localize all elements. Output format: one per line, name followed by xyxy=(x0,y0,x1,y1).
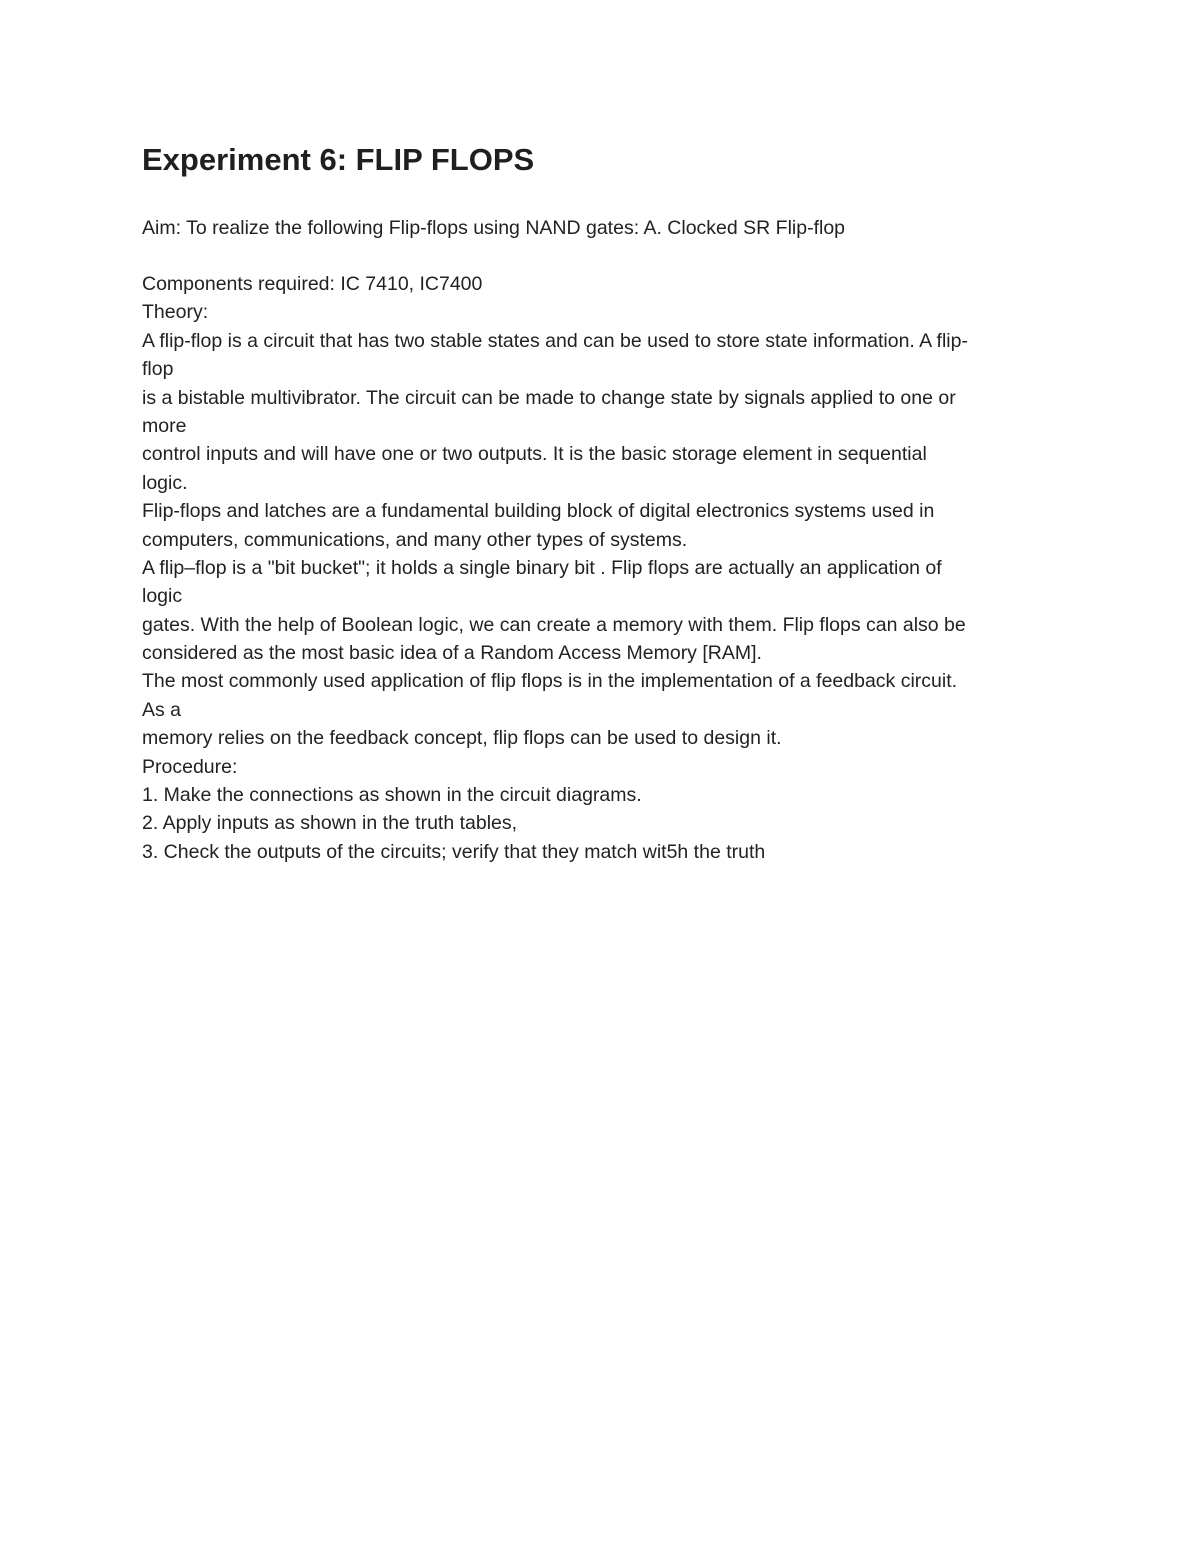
text-line: Flip-flops and latches are a fundamental building block of digital electronics systems used in xyxy=(142,500,935,523)
text-line: computers, communications, and many other types of systems. xyxy=(142,528,688,551)
page-title: Experiment 6: FLIP FLOPS xyxy=(142,142,535,177)
components-line: Components required: IC 7410, IC7400 xyxy=(142,273,483,295)
text-line: logic. xyxy=(142,471,188,494)
procedure-step: 3. Check the outputs of the circuits; verify that they match wit5h the truth xyxy=(142,840,766,863)
theory-heading: Theory: xyxy=(142,301,209,324)
text-line: The most commonly used application of flip flops is in the implementation of a feedback circuit. xyxy=(142,670,958,693)
text-line: logic xyxy=(142,585,183,608)
text-line: considered as the most basic idea of a Random Access Memory [RAM]. xyxy=(142,642,762,665)
text-line: A flip-flop is a circuit that has two stable states and can be used to store state information. A flip- xyxy=(142,329,968,352)
procedure-step: 1. Make the connections as shown in the circuit diagrams. xyxy=(142,784,642,807)
text-line: is a bistable multivibrator. The circuit can be made to change state by signals applied to one or xyxy=(142,386,956,409)
procedure-step: 2. Apply inputs as shown in the truth tables, xyxy=(142,812,518,835)
text-line: A flip–flop is a "bit bucket"; it holds a single binary bit . Flip flops are actually an application of xyxy=(142,556,942,579)
text-line: more xyxy=(142,414,187,437)
text-line: gates. With the help of Boolean logic, we can create a memory with them. Flip flops can also be xyxy=(142,613,966,636)
document-body xyxy=(142,270,1082,866)
text-line: control inputs and will have one or two outputs. It is the basic storage element in sequential xyxy=(142,443,927,466)
procedure-heading: Procedure: xyxy=(142,755,238,778)
text-line: flop xyxy=(142,358,174,381)
aim-text: Aim: To realize the following Flip-flops using NAND gates: A. Clocked SR Flip-flop xyxy=(142,217,846,239)
text-line: memory relies on the feedback concept, flip flops can be used to design it. xyxy=(142,727,782,750)
text-line: As a xyxy=(142,698,182,721)
